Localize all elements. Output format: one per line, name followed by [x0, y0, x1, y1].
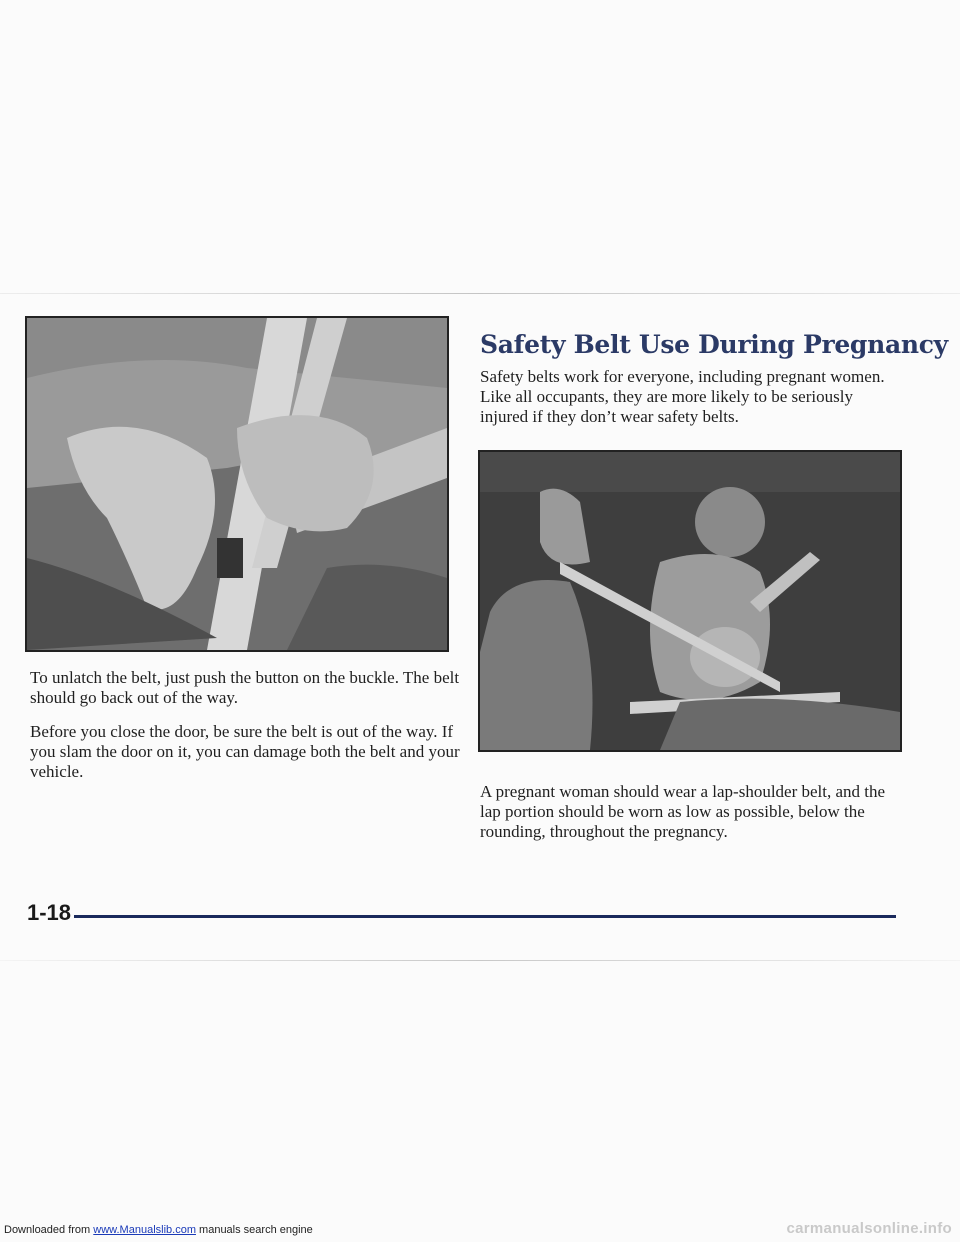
pregnant-belt-illustration	[478, 450, 902, 752]
footer-suffix: manuals search engine	[195, 1224, 313, 1236]
top-scan-line	[0, 293, 960, 294]
pregnant-paragraph: A pregnant woman should wear a lap-shoulder belt, and the lap portion should be worn as low as possible, below the rounding, throughout the pregnancy.	[480, 782, 886, 841]
intro-paragraph: Safety belts work for everyone, including pregnant women. Like all occupants, they are more likely to be seriously injured if they don’t wear safety belts.	[480, 367, 885, 426]
manualslib-link[interactable]: www.Manualslib.com	[93, 1224, 196, 1236]
door-paragraph: Before you close the door, be sure the belt is out of the way. If you slam the door on it, you can damage both the belt and your vehicle.	[30, 722, 460, 781]
section-heading: Safety Belt Use During Pregnancy	[480, 330, 948, 359]
bottom-scan-line	[0, 960, 960, 961]
download-footer	[4, 1224, 313, 1236]
site-watermark: carmanualsonline.info	[786, 1220, 952, 1237]
page-number-rule	[74, 915, 896, 918]
unlatch-buckle-illustration	[25, 316, 449, 652]
footer-prefix: Downloaded from	[4, 1224, 94, 1236]
unlatch-paragraph: To unlatch the belt, just push the button on the buckle. The belt should go back out of the way.	[30, 668, 460, 707]
page-number: 1-18	[27, 900, 72, 925]
